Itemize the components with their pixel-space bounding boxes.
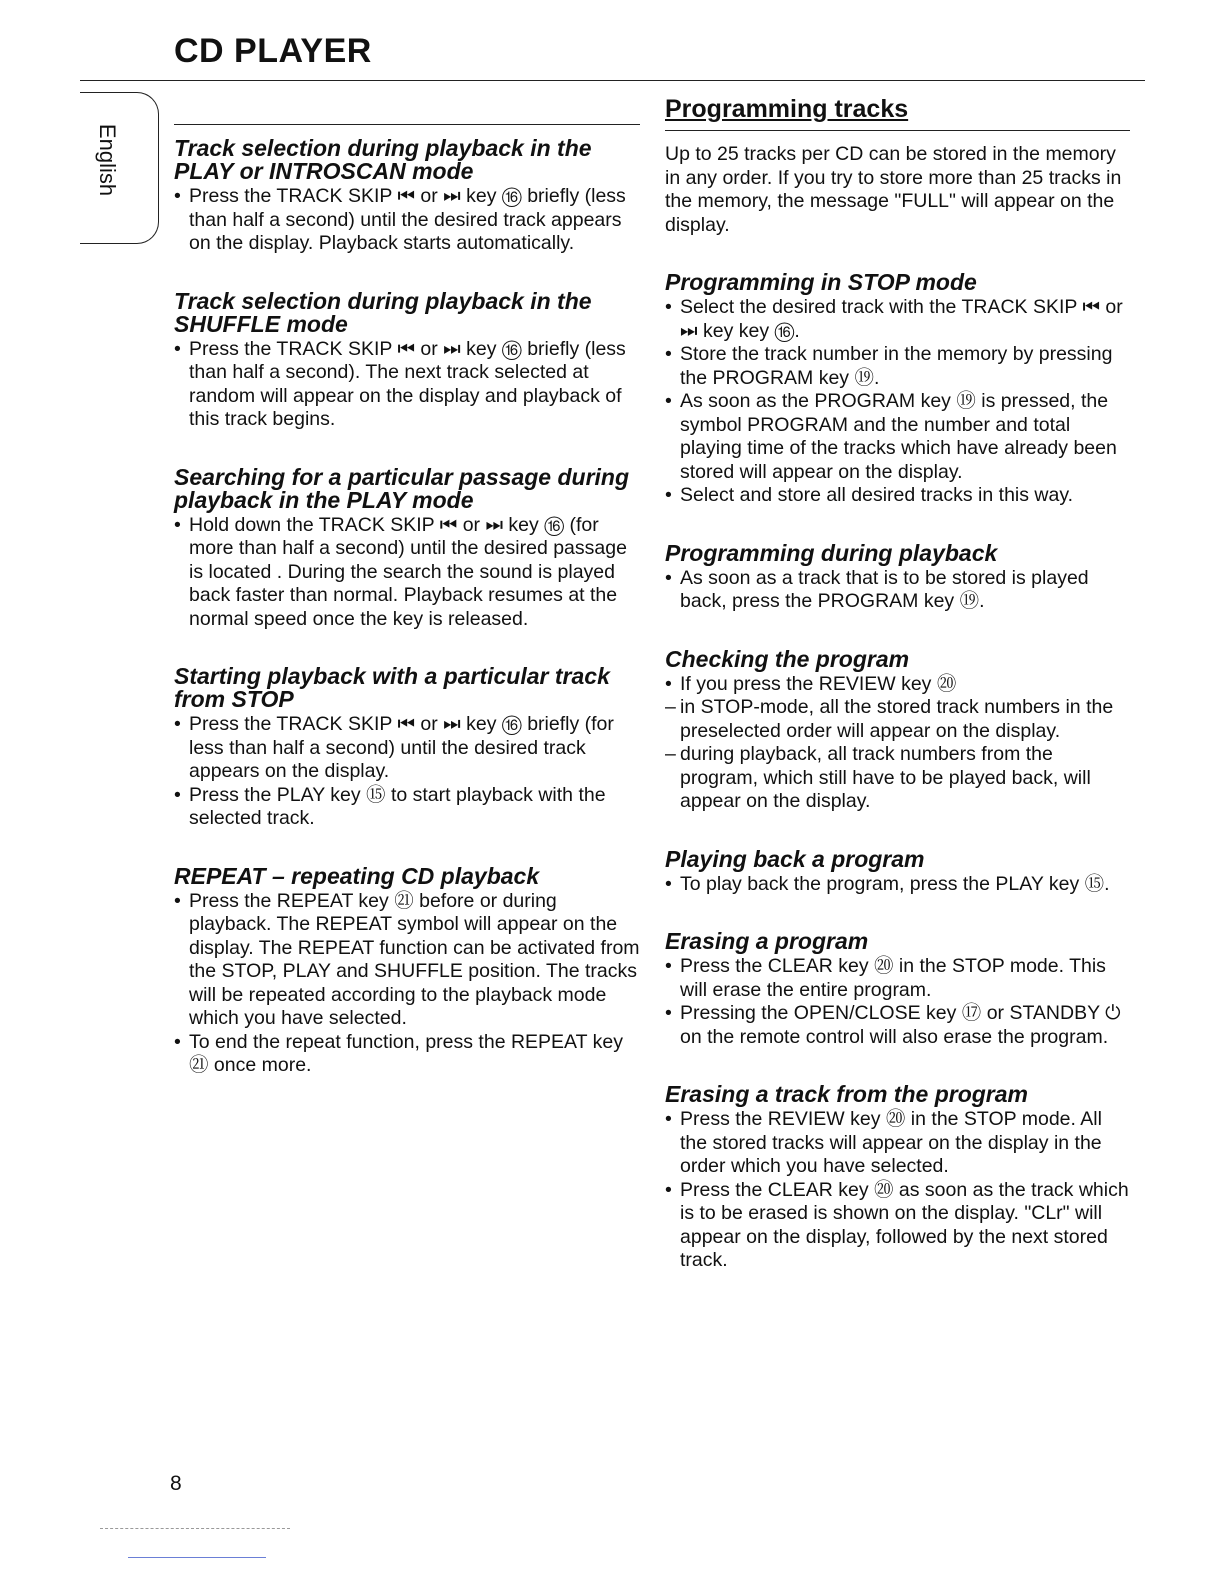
bullet-item: • To end the repeat function, press the REPEAT key ㉑ once more. xyxy=(174,1031,640,1078)
bullet-item: • Press the REVIEW key ⑳ in the STOP mode. All the stored tracks will appear on the display in the order which you have selected. xyxy=(665,1108,1130,1179)
left-column xyxy=(174,96,640,1078)
scan-artifact-line xyxy=(100,1528,290,1529)
section-heading: Playing back a program xyxy=(665,845,925,872)
section-heading: Searching for a particular passage during playback in the PLAY mode xyxy=(174,463,630,513)
section-heading: Track selection during playback in the SHUFFLE mode xyxy=(174,287,592,337)
bullet-item: • To play back the program, press the PLAY key ⑮. xyxy=(665,873,1130,897)
bullet-item: • As soon as the PROGRAM key ⑲ is pressed, the symbol PROGRAM and the number and total playing time of the tracks which have already been stored will appear on the display. xyxy=(665,390,1130,484)
bullet-item: • Press the PLAY key ⑮ to start playback with the selected track. xyxy=(174,784,640,831)
section-heading: Starting playback with a particular track from STOP xyxy=(174,663,610,712)
right-column-rule xyxy=(665,130,1130,131)
section-playing-program xyxy=(665,845,1130,897)
bullet-item: • Press the TRACK SKIP ⏮ or ⏭ key ⑯ briefly (for less than half a second) until the desired track appears on the display. xyxy=(174,713,640,784)
section-track-selection-shuffle xyxy=(174,287,640,432)
intro-paragraph: Up to 25 tracks per CD can be stored in the memory in any order. If you try to store more than 25 tracks in the memory, the message "FULL" will appear on the display. xyxy=(665,143,1122,236)
language-tab-label: English xyxy=(95,123,120,197)
bullet-item: • As soon as a track that is to be stored is played back, press the PROGRAM key ⑲. xyxy=(665,567,1130,614)
bullet-item: • Select the desired track with the TRACK SKIP ⏮ or ⏭ key key ⑯. xyxy=(665,296,1130,343)
right-column xyxy=(665,96,1130,1273)
section-heading: REPEAT – repeating CD playback xyxy=(174,862,540,889)
bullet-item: • Press the CLEAR key ⑳ as soon as the track which is to be erased is shown on the display. "CLr" will appear on the display, followed by the next stored track. xyxy=(665,1179,1130,1273)
page-title: CD PLAYER xyxy=(174,32,372,70)
bullet-item: • Press the TRACK SKIP ⏮ or ⏭ key ⑯ briefly (less than half a second) until the desired track appears on the display. Playback starts automatically. xyxy=(174,185,640,256)
page-number: 8 xyxy=(170,1472,182,1495)
bullet-item: • Pressing the OPEN/CLOSE key ⑰ or STANDBY ⏻ on the remote control will also erase the program. xyxy=(665,1002,1130,1049)
section-heading: Checking the program xyxy=(665,645,910,672)
bullet-item: • Press the TRACK SKIP ⏮ or ⏭ key ⑯ briefly (less than half a second). The next track selected at random will appear on the display and playback of this track begins. xyxy=(174,338,640,432)
bullet-item: • Hold down the TRACK SKIP ⏮ or ⏭ key ⑯ (for more than half a second) until the desired passage is located . During the search the sound is played back faster than normal. Playback resumes at the normal speed once the key is released. xyxy=(174,514,640,632)
scan-artifact-line xyxy=(128,1557,266,1558)
section-erasing-program xyxy=(665,930,1130,1049)
section-heading: Erasing a program xyxy=(665,928,869,954)
bullet-item: • Select and store all desired tracks in this way. xyxy=(665,484,1130,508)
section-checking-program xyxy=(665,645,1130,814)
bullet-item: • Press the REPEAT key ㉑ before or during playback. The REPEAT symbol will appear on the display. The REPEAT function can be activated from the STOP, PLAY and SHUFFLE position. The tracks will be repeated according to the playback mode which you have selected. xyxy=(174,890,640,1031)
header-rule xyxy=(80,80,1145,81)
dash-item: – in STOP-mode, all the stored track numbers in the preselected order will appear on the display. xyxy=(665,696,1130,743)
left-column-rule xyxy=(174,124,640,125)
section-programming-stop xyxy=(665,271,1130,508)
section-programming-playback xyxy=(665,539,1130,614)
section-starting-playback xyxy=(174,665,640,831)
bullet-item: • If you press the REVIEW key ⑳ xyxy=(665,673,1130,697)
programming-tracks-heading: Programming tracks xyxy=(665,95,909,123)
section-searching-passage xyxy=(174,463,640,632)
section-track-selection-play xyxy=(174,137,640,256)
bullet-item: • Press the CLEAR key ⑳ in the STOP mode. This will erase the entire program. xyxy=(665,955,1130,1002)
bullet-item: • Store the track number in the memory by pressing the PROGRAM key ⑲. xyxy=(665,343,1130,390)
section-heading: Programming during playback xyxy=(665,539,998,566)
section-heading: Track selection during playback in the PLAY or INTROSCAN mode xyxy=(174,135,592,184)
section-erasing-track xyxy=(665,1083,1130,1273)
dash-item: – during playback, all track numbers from the program, which still have to be played back, will appear on the display. xyxy=(665,743,1130,814)
section-heading: Programming in STOP mode xyxy=(665,269,977,295)
section-repeat xyxy=(174,862,640,1078)
section-heading: Erasing a track from the program xyxy=(665,1081,1028,1107)
